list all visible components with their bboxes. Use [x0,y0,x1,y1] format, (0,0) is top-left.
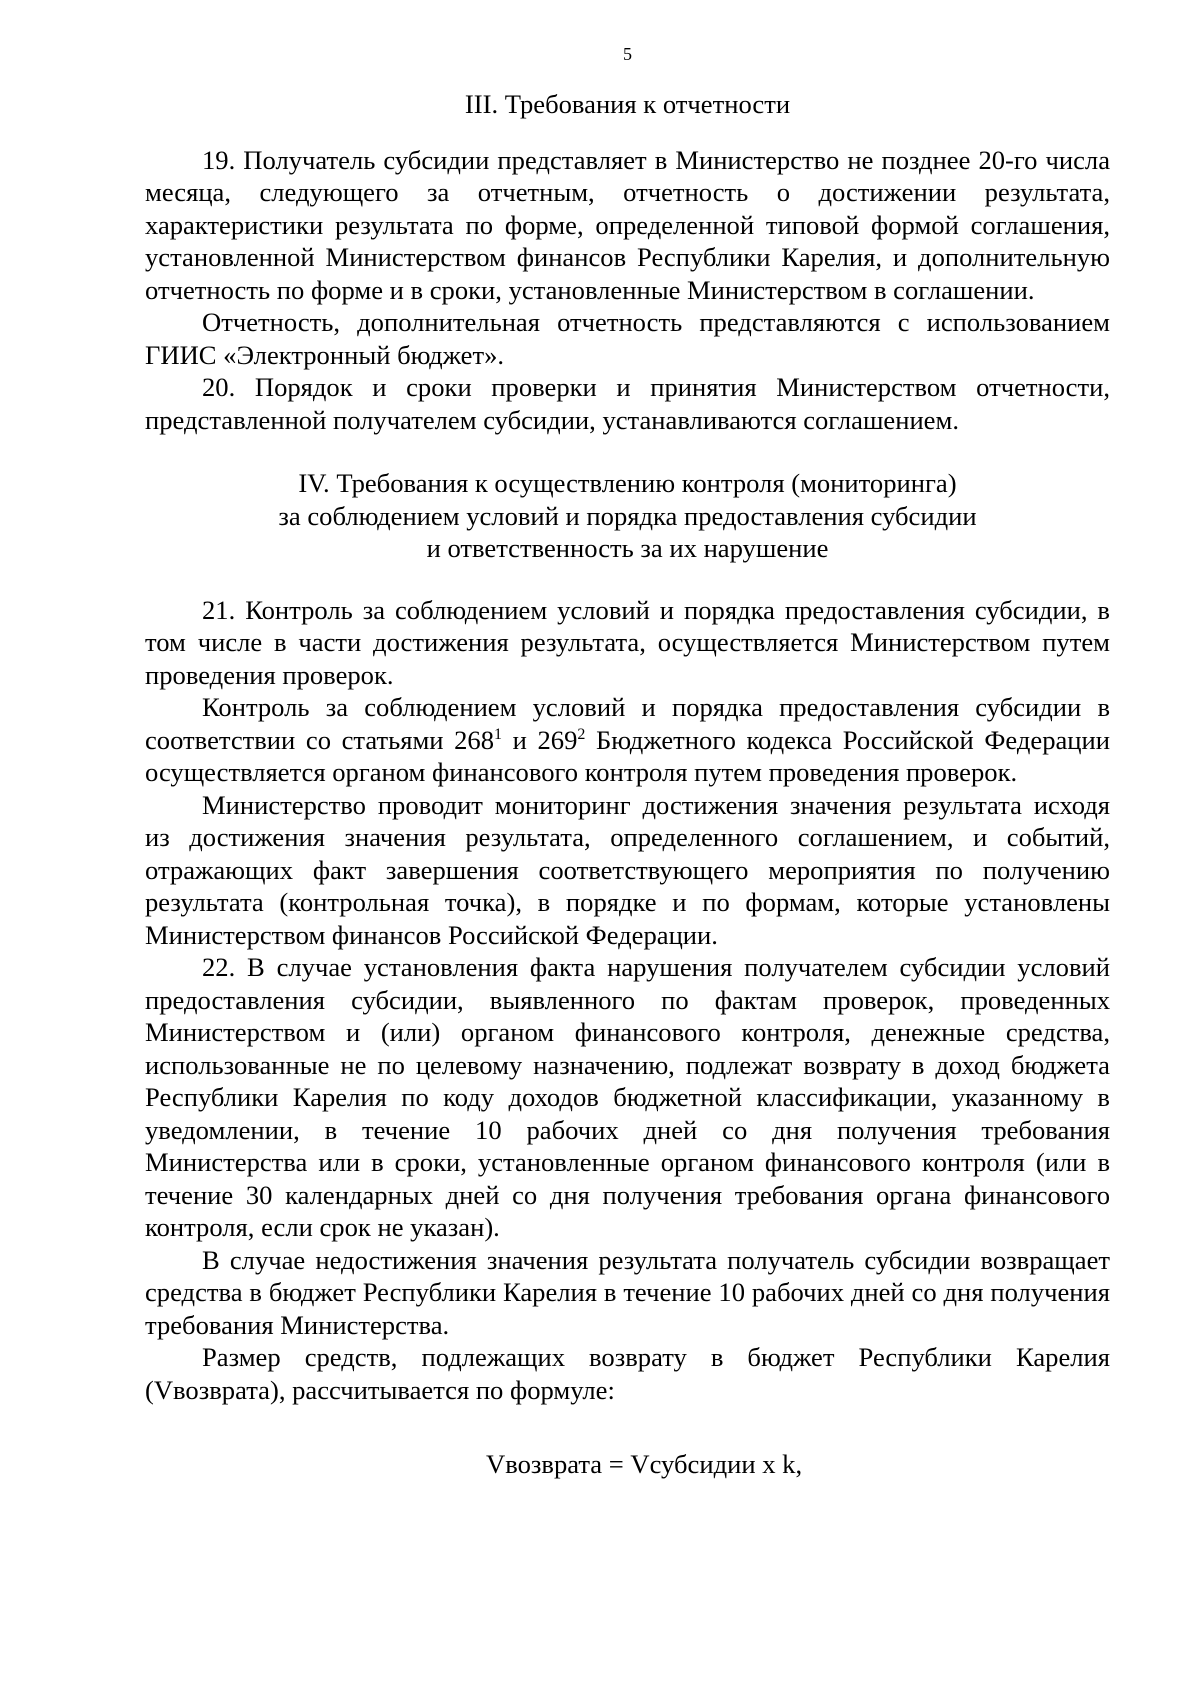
section-4-title-line-3: и ответственность за их нарушение [426,533,829,563]
article-268-superscript: 1 [494,725,503,743]
page-content [145,88,1110,1481]
section-4-title-line-1: IV. Требования к осуществлению контроля (мониторинга) [298,468,957,498]
paragraph-monitoring: Министерство проводит мониторинг достижения значения результата исходя из достижения значения результата, определенного соглашением, и событий, отражающих факт завершения соответствующего мероприятия по получению результата (контрольная точка), в порядке и по формам, которые установлены Министерством финансов Российской Федерации. [145,789,1110,950]
section-4-title [145,467,1110,565]
article-269-superscript: 2 [577,725,586,743]
control-text-part-2: и 269 [502,724,578,755]
paragraph-20: 20. Порядок и сроки проверки и принятия Министерством отчетности, представленной получателем субсидии, устанавливаются соглашением. [145,372,1110,435]
paragraph-nondelivery: В случае недостижения значения результата получатель субсидии возвращает средства в бюджет Республики Карелия в течение 10 рабочих дней со дня получения требования Министерства. [145,1244,1110,1340]
paragraph-control-budget-code [145,691,1110,789]
page-number: 5 [623,44,632,64]
control-text-part-1: Контроль за соблюдением условий и порядка предоставления субсидии в соответствии со статьями 268 [145,692,1110,755]
paragraph-reporting-system: Отчетность, дополнительная отчетность представляются с использованием ГИИС «Электронный бюджет». [145,307,1110,370]
paragraph-21: 21. Контроль за соблюдением условий и порядка предоставления субсидии, в том числе в части достижения результата, осуществляется Министерством путем проведения проверок. [145,594,1110,690]
control-text-part-3: Бюджетного кодекса Российской Федерации осуществляется органом финансового контроля путем проведения проверок. [145,724,1110,787]
refund-formula: Vвозврата = Vсубсидии x k, [486,1449,803,1479]
section-4-title-line-2: за соблюдением условий и порядка предоставления субсидии [278,500,977,531]
paragraph-22: 22. В случае установления факта нарушения получателем субсидии условий предоставления субсидии, выявленного по фактам проверок, проведенных Министерством и (или) органом финансового контроля, денежные средства, использованные не по целевому назначению, подлежат возврату в доход бюджета Республики Карелия по коду доходов бюджетной классификации, указанному в уведомлении, в течение 10 рабочих дней со дня получения требования Министерства или в сроки, установленные органом финансового контроля (или в течение 30 календарных дней со дня получения требования органа финансового контроля, если срок не указан). [145,952,1110,1242]
section-3-title: III. Требования к отчетности [464,89,791,119]
paragraph-refund-amount: Размер средств, подлежащих возврату в бюджет Республики Карелия (Vвозврата), рассчитывается по формуле: [145,1342,1110,1405]
paragraph-19: 19. Получатель субсидии представляет в Министерство не позднее 20-го числа месяца, следующего за отчетным, отчетность о достижении результата, характеристики результата по форме, определенной типовой формой соглашения, установленной Министерством финансов Республики Карелия, и дополнительную отчетность по форме и в сроки, установленные Министерством в соглашении. [145,144,1110,305]
